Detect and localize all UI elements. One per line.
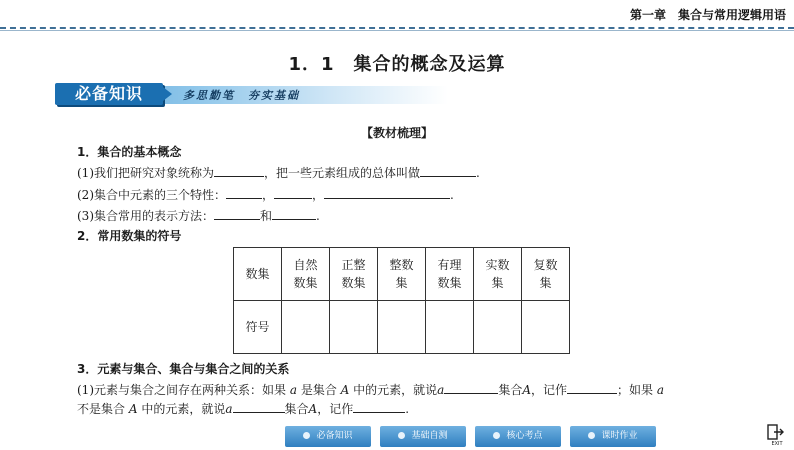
variable: A: [308, 402, 318, 416]
number-set-table: [233, 247, 570, 354]
nav-button-self-test[interactable]: [380, 426, 466, 447]
answer-blank: [444, 381, 498, 394]
nav-dot-icon: [493, 432, 500, 439]
nav-button-core-points[interactable]: [475, 426, 561, 447]
text-segment: 中的元素，就说: [353, 383, 438, 397]
cell-text: 有理: [437, 258, 462, 272]
variable: a: [437, 383, 445, 397]
variable: a: [289, 383, 297, 397]
variable: A: [340, 383, 350, 397]
variable: a: [656, 383, 665, 397]
table-row: [234, 248, 570, 301]
table-cell: [474, 301, 522, 354]
text-line-1: [77, 164, 480, 181]
answer-blank: [324, 186, 450, 199]
text-line-5: [77, 400, 409, 417]
header-divider-thin: [0, 30, 794, 31]
nav-label: 基础自测: [411, 431, 448, 441]
text-segment: 集合: [284, 402, 309, 416]
page-title: 1．1 集合的概念及运算: [288, 54, 506, 75]
variable: a: [225, 402, 233, 416]
nav-dot-icon: [398, 432, 405, 439]
cell-text: 集: [539, 276, 552, 290]
text-segment: .: [405, 402, 410, 416]
exit-icon: [766, 424, 788, 446]
answer-blank: [567, 381, 617, 394]
heading-basic-concepts: 1．集合的基本概念: [77, 145, 182, 159]
cell-text: 数集: [341, 276, 366, 290]
text-segment: 集合: [498, 383, 523, 397]
cell-text: 集: [491, 276, 504, 290]
variable: A: [522, 383, 532, 397]
cell-text: 数集: [437, 276, 462, 290]
answer-blank: [233, 400, 285, 413]
cell-text: 数集: [293, 276, 318, 290]
nav-label: 核心考点: [506, 431, 543, 441]
text-segment: ，: [312, 188, 325, 202]
answer-blank: [274, 186, 312, 199]
header-divider: [0, 27, 794, 29]
exit-label: EXIT: [771, 441, 783, 446]
cell-text: 实数: [485, 258, 510, 272]
text-segment: (2)集合中元素的三个特性：: [77, 188, 226, 202]
table-cell: [522, 301, 570, 354]
banner-slogan: 多思勤笔 夯实基础: [183, 89, 300, 102]
text-segment: 和: [260, 209, 273, 223]
nav-button-homework[interactable]: [570, 426, 656, 447]
answer-blank: [420, 164, 476, 177]
text-line-4: [77, 381, 664, 398]
table-cell: [426, 248, 474, 301]
table-cell: [378, 248, 426, 301]
text-line-2: [77, 186, 454, 203]
heading-relations: 3．元素与集合、集合与集合之间的关系: [77, 362, 290, 376]
cell-text: 集: [395, 276, 408, 290]
cell-text: 正整: [341, 258, 366, 272]
table-cell: [378, 301, 426, 354]
table-cell: [474, 248, 522, 301]
table-row: [234, 301, 570, 354]
section-banner: [55, 83, 448, 105]
exit-button[interactable]: [766, 424, 788, 446]
cell-text: 数集: [245, 267, 270, 281]
answer-blank: [272, 207, 316, 220]
heading-number-sets: 2．常用数集的符号: [77, 229, 182, 243]
answer-blank: [214, 207, 260, 220]
nav-label: 课时作业: [601, 431, 638, 441]
text-segment: 是集合: [300, 383, 337, 397]
table-cell: [330, 301, 378, 354]
text-line-3: [77, 207, 320, 224]
chapter-title: 第一章 集合与常用逻辑用语: [629, 8, 786, 22]
variable: A: [128, 402, 138, 416]
nav-dot-icon: [588, 432, 595, 439]
nav-dot-icon: [303, 432, 310, 439]
text-segment: ；如果: [617, 383, 654, 397]
table-cell: [330, 248, 378, 301]
text-segment: 中的元素，就说: [141, 402, 226, 416]
table-cell: [282, 248, 330, 301]
cell-text: 自然: [293, 258, 318, 272]
cell-text: 符号: [245, 320, 270, 334]
text-segment: .: [316, 209, 320, 223]
section-heading: 【教材梳理】: [360, 126, 433, 140]
text-segment: (1)我们把研究对象统称为: [77, 166, 214, 180]
answer-blank: [226, 186, 262, 199]
nav-button-essential-knowledge[interactable]: [285, 426, 371, 447]
banner-tag: 必备知识: [55, 83, 163, 105]
table-cell: [282, 301, 330, 354]
text-segment: ，记作: [317, 402, 354, 416]
text-segment: ，: [262, 188, 275, 202]
table-cell: [234, 248, 282, 301]
text-segment: 不是集合: [77, 402, 126, 416]
table-cell: [522, 248, 570, 301]
banner-arrow-icon: [163, 87, 172, 101]
text-segment: (3)集合常用的表示方法：: [77, 209, 214, 223]
cell-text: 整数: [389, 258, 414, 272]
text-segment: ，记作: [531, 383, 568, 397]
text-segment: .: [476, 166, 480, 180]
table-cell: [234, 301, 282, 354]
table-cell: [426, 301, 474, 354]
text-segment: ，把一些元素组成的总体叫做: [264, 166, 421, 180]
text-segment: .: [450, 188, 454, 202]
cell-text: 复数: [533, 258, 558, 272]
text-segment: (1)元素与集合之间存在两种关系：如果: [77, 383, 286, 397]
answer-blank: [353, 400, 405, 413]
nav-label: 必备知识: [316, 431, 353, 441]
answer-blank: [214, 164, 264, 177]
